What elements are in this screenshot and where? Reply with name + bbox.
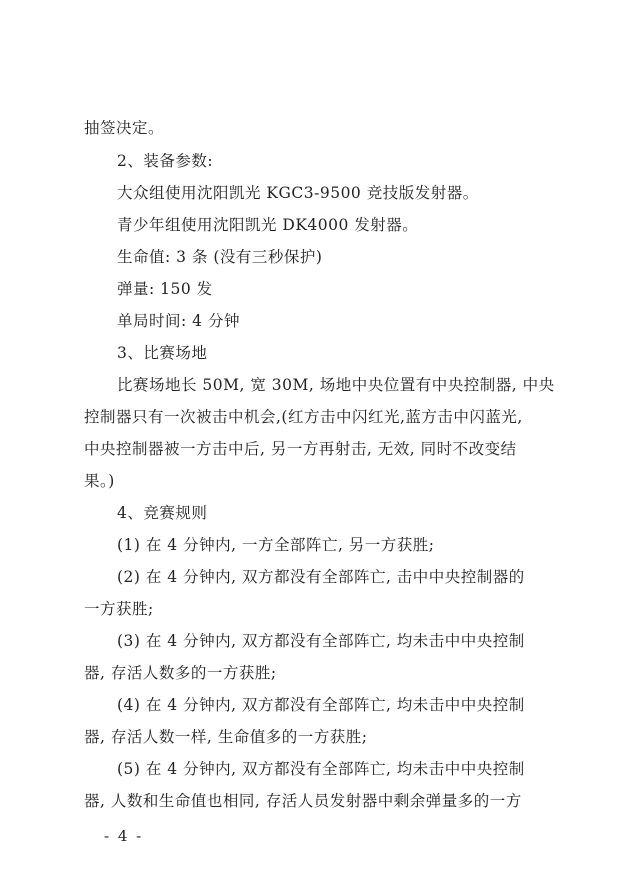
page-number: - 4 - <box>104 827 144 845</box>
text-line: 中央控制器被一方击中后, 另一方再射击, 无效, 同时不改变结 <box>84 440 517 458</box>
text-line: 比赛场地长 50M, 宽 30M, 场地中央位置有中央控制器, 中央 <box>117 376 555 394</box>
text-line: 器, 存活人数一样, 生命值多的一方获胜; <box>84 728 368 746</box>
section-heading-rules: 4、竞赛规则 <box>117 504 208 522</box>
text-line: 抽签决定。 <box>84 119 165 137</box>
text-line: 青少年组使用沈阳凯光 DK4000 发射器。 <box>117 216 419 234</box>
text-line: 控制器只有一次被击中机会,(红方击中闪红光,蓝方击中闪蓝光, <box>84 408 523 426</box>
text-line: 弹量: 150 发 <box>117 280 213 298</box>
section-heading-venue: 3、比赛场地 <box>117 344 208 362</box>
text-line: 一方获胜; <box>84 600 154 618</box>
text-line: (1) 在 4 分钟内, 一方全部阵亡, 另一方获胜; <box>117 536 435 554</box>
text-line: 生命值: 3 条 (没有三秒保护) <box>117 248 323 266</box>
text-line: 大众组使用沈阳凯光 KGC3-9500 竞技版发射器。 <box>117 184 479 202</box>
text-line: (4) 在 4 分钟内, 双方都没有全部阵亡, 均未击中中央控制 <box>117 696 525 714</box>
text-line: (5) 在 4 分钟内, 双方都没有全部阵亡, 均未击中中央控制 <box>117 760 525 778</box>
text-line: 器, 人数和生命值也相同, 存活人员发射器中剩余弹量多的一方 <box>84 792 522 810</box>
text-line: 果。) <box>84 472 115 490</box>
text-line: (3) 在 4 分钟内, 双方都没有全部阵亡, 均未击中中央控制 <box>117 632 525 650</box>
text-line: 器, 存活人数多的一方获胜; <box>84 664 277 682</box>
text-line: (2) 在 4 分钟内, 双方都没有全部阵亡, 击中中央控制器的 <box>117 568 525 586</box>
text-line: 单局时间: 4 分钟 <box>117 312 240 330</box>
section-heading-equipment: 2、装备参数: <box>117 152 214 170</box>
